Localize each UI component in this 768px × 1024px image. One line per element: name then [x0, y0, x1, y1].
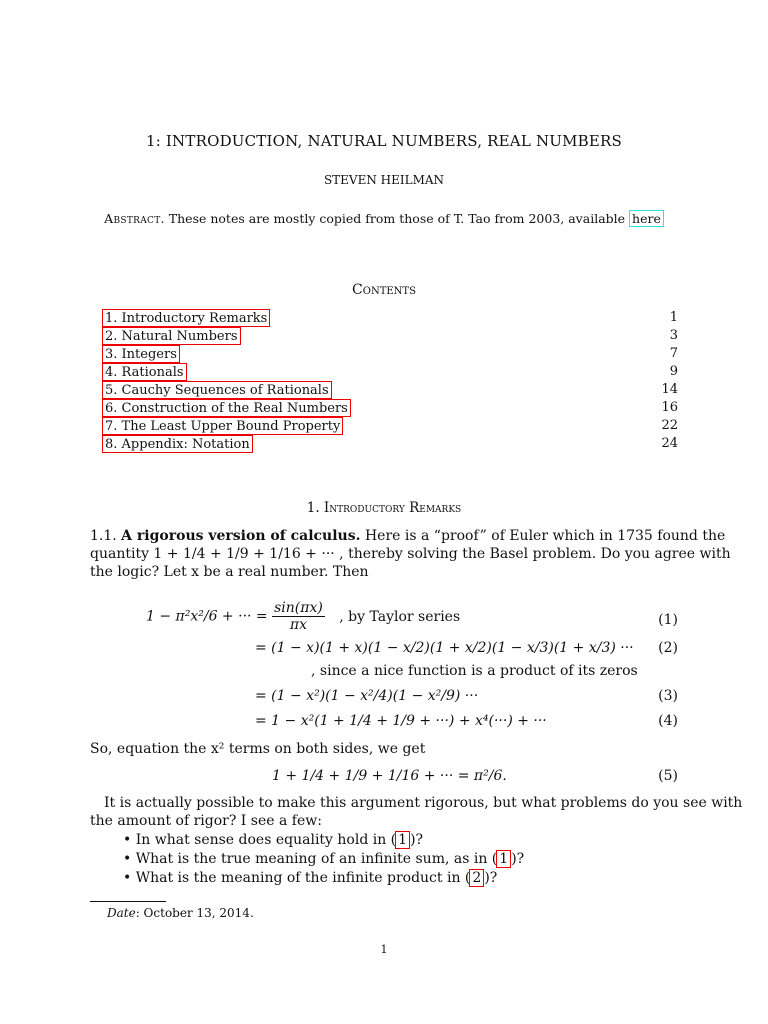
fraction-numerator: sin(πx)	[274, 600, 323, 616]
paragraph-line: It is actually possible to make this argument rigorous, but what problems do you see with	[104, 795, 743, 811]
subsection-number: 1.1.	[90, 528, 117, 544]
toc-link[interactable]: 5. Cauchy Sequences of Rationals	[102, 381, 332, 399]
footnote	[107, 906, 254, 920]
paragraph: So, equation the x² terms on both sides, we get	[90, 741, 426, 757]
subsection-text: the logic? Let x be a real number. Then	[90, 564, 369, 580]
equation-2: = (1 − x)(1 + x)(1 − x/2)(1 + x/2)(1 − x/3)(1 + x/3) ···	[255, 640, 634, 656]
toc-page: 3	[669, 328, 678, 343]
equation-1	[146, 600, 460, 633]
toc-page: 1	[669, 310, 678, 325]
table-of-contents	[103, 309, 678, 453]
equation-5: 1 + 1/4 + 1/9 + 1/16 + ··· = π²/6.	[272, 768, 507, 784]
toc-item[interactable]	[103, 327, 678, 345]
subsection-text: Here is a “proof” of Euler which in 1735 found the	[364, 528, 726, 544]
abstract-link[interactable]: here	[629, 210, 664, 227]
equation-tag: (4)	[658, 713, 678, 729]
equation-2-note: , since a nice function is a product of its zeros	[311, 663, 638, 679]
list-item-text: In what sense does equality hold in (	[135, 832, 397, 848]
fraction-denominator: πx	[289, 617, 308, 633]
equation-4: = 1 − x²(1 + 1/4 + 1/9 + ···) + x⁴(···) + ···	[255, 713, 547, 729]
paper-title: 1: INTRODUCTION, NATURAL NUMBERS, REAL NUMBERS	[145, 132, 623, 150]
footnote-text: : October 13, 2014.	[135, 906, 254, 920]
list-item-text: )?	[511, 851, 525, 867]
footnote-rule	[90, 901, 166, 902]
subsection-text: quantity 1 + 1/4 + 1/9 + 1/16 + ··· , thereby solving the Basel problem. Do you agree with	[90, 546, 731, 562]
toc-link[interactable]: 1. Introductory Remarks	[102, 309, 270, 327]
toc-item[interactable]	[103, 309, 678, 327]
toc-page: 9	[669, 364, 678, 379]
equation-tag: (2)	[658, 640, 678, 656]
toc-item[interactable]	[103, 399, 678, 417]
footnote-label: Date	[107, 906, 136, 920]
equation-ref-link[interactable]: 1	[496, 850, 511, 868]
toc-link[interactable]: 2. Natural Numbers	[102, 327, 241, 345]
toc-page: 22	[661, 418, 678, 433]
equation-1-lhs: 1 − π²x²/6 + ··· =	[146, 608, 268, 625]
abstract-label: Abstract.	[104, 211, 165, 226]
toc-page: 24	[661, 436, 678, 451]
abstract-text: These notes are mostly copied from those of T. Tao from 2003, available	[168, 211, 626, 226]
list-item-text: )?	[484, 870, 498, 886]
toc-link[interactable]: 3. Integers	[102, 345, 180, 363]
toc-link[interactable]: 4. Rationals	[102, 363, 187, 381]
author-name: STEVEN HEILMAN	[323, 173, 445, 187]
toc-page: 7	[669, 346, 678, 361]
equation-3: = (1 − x²)(1 − x²/4)(1 − x²/9) ···	[255, 688, 479, 704]
toc-link[interactable]: 6. Construction of the Real Numbers	[102, 399, 351, 417]
list-item: • What is the meaning of the infinite product in ( 2 )?	[123, 870, 498, 886]
equation-tag: (5)	[658, 768, 678, 784]
fraction	[272, 600, 325, 633]
page-number: 1	[380, 943, 388, 956]
equation-tag: (1)	[658, 612, 678, 628]
toc-item[interactable]	[103, 381, 678, 399]
toc-item[interactable]	[103, 363, 678, 381]
subsection-paragraph	[90, 527, 731, 581]
toc-page: 16	[661, 400, 678, 415]
equation-ref-link[interactable]: 1	[395, 831, 410, 849]
list-item: • In what sense does equality hold in ( 1 )?	[123, 832, 424, 848]
paragraph-line: the amount of rigor? I see a few:	[90, 813, 322, 829]
subsection-title: A rigorous version of calculus.	[121, 528, 361, 544]
list-item: • What is the true meaning of an infinite sum, as in ( 1 )?	[123, 851, 525, 867]
toc-link[interactable]: 8. Appendix: Notation	[102, 435, 253, 453]
equation-tag: (3)	[658, 688, 678, 704]
toc-link[interactable]: 7. The Least Upper Bound Property	[102, 417, 343, 435]
equation-ref-link[interactable]: 2	[469, 869, 484, 887]
paragraph	[90, 794, 743, 830]
section-heading: 1. Introductory Remarks	[306, 500, 462, 516]
list-item-text: )?	[410, 832, 424, 848]
toc-item[interactable]	[103, 435, 678, 453]
toc-item[interactable]	[103, 345, 678, 363]
list-item-text: What is the true meaning of an infinite sum, as in (	[135, 851, 498, 867]
list-item-text: What is the meaning of the infinite product in (	[135, 870, 471, 886]
contents-heading: Contents	[352, 282, 416, 298]
toc-page: 14	[661, 382, 678, 397]
equation-1-note: , by Taylor series	[339, 608, 461, 625]
abstract	[0, 211, 768, 226]
toc-item[interactable]	[103, 417, 678, 435]
